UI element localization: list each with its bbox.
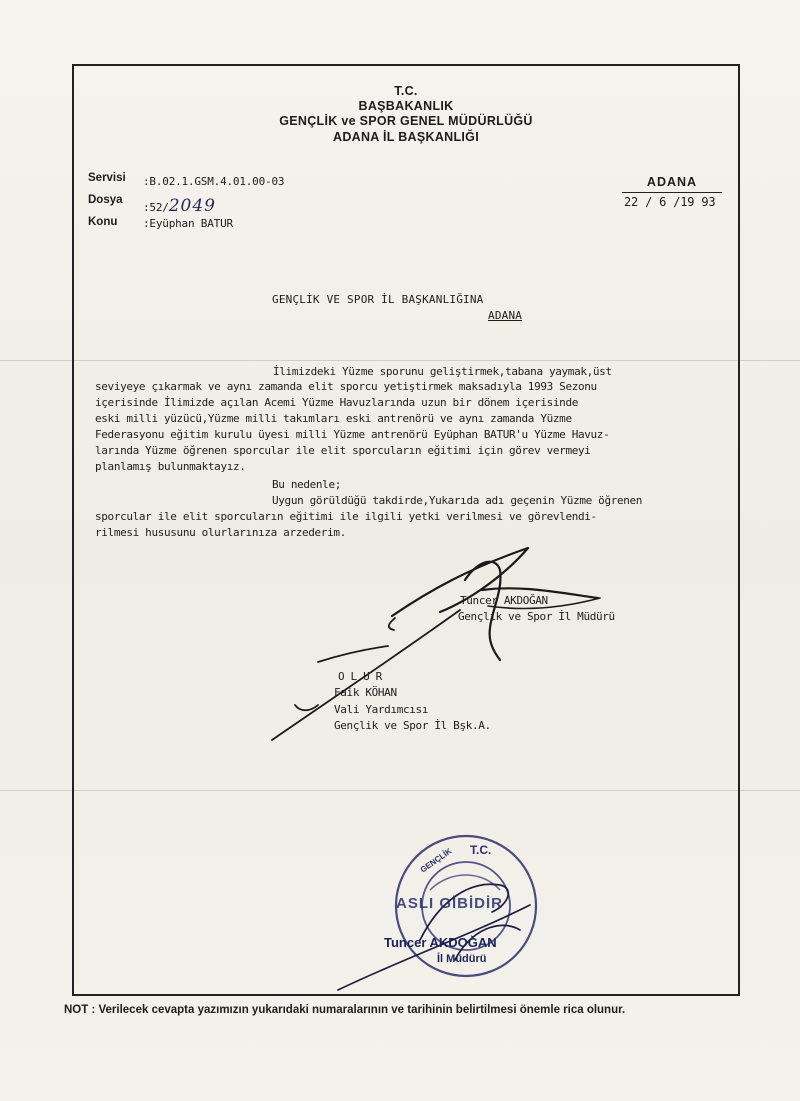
body-line: Uygun görüldüğü takdirde,Yukarıda adı geçenin Yüzme öğrenen	[272, 494, 643, 507]
footer-note: NOT : Verilecek cevapta yazımızın yukarıdaki numaralarının ve tarihinin belirtilmesi önemle rica olunur.	[64, 1004, 626, 1016]
body-line: eski milli yüzücü,Yüzme milli takımları eski antrenörü ve aynı zamanda Yüzme	[95, 412, 572, 425]
body-line: larında Yüzme öğrenen sporcular ile elit sporcuların eğitimi için görev vermeyi	[95, 444, 591, 457]
stamp-ring-side: GENÇLİK	[418, 846, 454, 875]
dosya-handwritten-number: 2049	[168, 196, 216, 216]
body-line: İlimizdeki Yüzme sporunu geliştirmek,tabana yaymak,üst	[273, 365, 612, 378]
body-line: Federasyonu eğitim kurulu üyesi milli Yüzme antrenörü Eyüphan BATUR'u Yüzme Havuz-	[95, 428, 610, 441]
dosya-label: Dosya	[88, 194, 123, 206]
servisi-label: Servisi	[88, 172, 126, 184]
recipient-city: ADANA	[488, 309, 523, 322]
servisi-value: :B.02.1.GSM.4.01.00-03	[143, 175, 285, 188]
approval-name: Faik KÖHAN	[334, 686, 397, 699]
date-day: 22	[624, 195, 639, 209]
date-year-prefix: 19	[680, 195, 695, 209]
stamp-middle-text: ASLI GİBİDİR	[396, 895, 504, 912]
stamp-title: İl Müdürü	[437, 953, 487, 965]
stamp-name: Tuncer AKDOĞAN	[384, 935, 497, 950]
date-line: 22 / 6 /19 93	[624, 195, 716, 209]
stamp-ring-top: T.C.	[470, 843, 492, 857]
city-label: ADANA	[646, 175, 698, 189]
header-tc: T.C.	[394, 84, 418, 98]
header-ministry: BAŞBAKANLIK	[358, 99, 454, 113]
date-month: 6	[659, 195, 667, 209]
approval-olur: O L U R	[338, 670, 382, 683]
body-line: seviyeye çıkarmak ve aynı zamanda elit sporcu yetiştirmek maksadıyla 1993 Sezonu	[95, 380, 597, 393]
body-line: içerisinde İlimizde açılan Acemi Yüzme Havuzlarında uzun bir dönem içerisinde	[95, 396, 578, 409]
signatory-name: Tuncer AKDOĞAN	[460, 594, 548, 607]
signatory-title: Gençlik ve Spor İl Müdürü	[458, 610, 615, 623]
body-line: rilmesi hususunu olurlarınıza arzederim.	[95, 526, 346, 539]
body-line: planlamış bulunmaktayız.	[95, 460, 246, 473]
approval-title: Vali Yardımcısı	[334, 703, 429, 716]
body-line: Bu nedenle;	[272, 478, 341, 491]
approval-org: Gençlik ve Spor İl Bşk.A.	[334, 719, 491, 732]
header-directorate: GENÇLİK ve SPOR GENEL MÜDÜRLÜĞÜ	[279, 114, 533, 128]
header-province: ADANA İL BAŞKANLIĞI	[333, 130, 479, 144]
body-line: sporcular ile elit sporcuların eğitimi ile ilgili yetki verilmesi ve görevlendi-	[95, 510, 597, 523]
konu-label: Konu	[88, 216, 118, 228]
deputy-governor-signature	[272, 610, 460, 740]
director-signature	[389, 548, 600, 660]
dosya-number: :52/	[143, 201, 169, 214]
konu-value: :Eyüphan BATUR	[143, 217, 233, 230]
recipient-line: GENÇLİK VE SPOR İL BAŞKANLIĞINA	[272, 293, 484, 306]
date-year-suffix: 93	[701, 195, 716, 209]
